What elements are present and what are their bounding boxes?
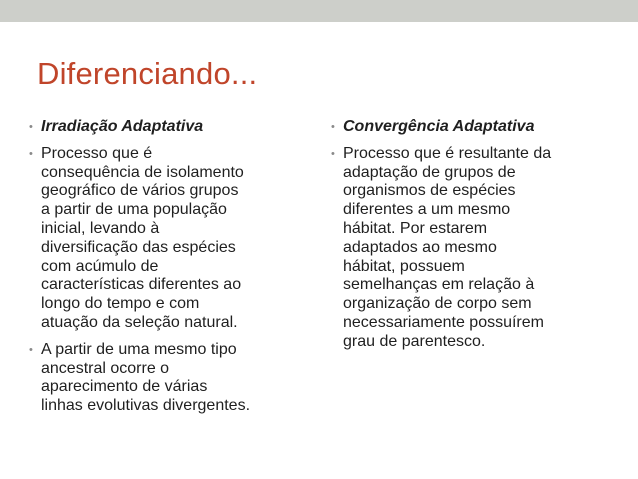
text-line: com acúmulo de (41, 257, 159, 275)
text-line: semelhanças em relação à (343, 276, 535, 294)
left-column-heading: Irradiação Adaptativa (41, 118, 204, 135)
text-line: hábitat. Por estarem (343, 219, 488, 237)
left-paragraph-1 (29, 145, 315, 333)
text-line: grau de parentesco. (343, 332, 486, 350)
bullet-dot-icon: • (29, 121, 33, 133)
text-line: consequência de isolamento (41, 163, 244, 181)
text-line: organização de corpo sem (343, 295, 532, 313)
text-line: hábitat, possuem (343, 257, 465, 275)
text-line: necessariamente possuírem (343, 313, 544, 331)
text-line: organismos de espécies (343, 182, 516, 200)
right-heading-item (331, 118, 621, 137)
text-line: diferentes a um mesmo (343, 201, 511, 219)
text-line: A partir de uma mesmo tipo (41, 340, 237, 358)
slide-title: Diferenciando... (37, 56, 258, 91)
text-line: geográfico de vários grupos (41, 182, 239, 200)
bullet-dot-icon: • (331, 147, 335, 160)
right-paragraph-1 (331, 145, 621, 352)
text-line: Processo que é (41, 144, 153, 162)
right-column-heading: Convergência Adaptativa (343, 118, 535, 135)
text-line: adaptação de grupos de (343, 163, 516, 181)
right-column (331, 118, 621, 360)
text-line: a partir de uma população (41, 201, 227, 219)
text-line: atuação da seleção natural. (41, 313, 238, 331)
top-accent-bar (0, 0, 638, 22)
text-line: diversificação das espécies (41, 238, 236, 256)
bullet-dot-icon: • (29, 343, 33, 356)
left-column (29, 118, 315, 424)
text-line: ancestral ocorre o (41, 359, 170, 377)
text-line: linhas evolutivas divergentes. (41, 397, 251, 415)
text-line: inicial, levando à (41, 219, 160, 237)
text-line: características diferentes ao (41, 276, 242, 294)
text-line: aparecimento de várias (41, 378, 208, 396)
left-heading-item (29, 118, 315, 137)
left-paragraph-2 (29, 341, 315, 416)
bullet-dot-icon: • (29, 147, 33, 160)
text-line: longo do tempo e com (41, 295, 200, 313)
bullet-dot-icon: • (331, 121, 335, 133)
text-line: Processo que é resultante da (343, 144, 552, 162)
text-line: adaptados ao mesmo (343, 238, 497, 256)
